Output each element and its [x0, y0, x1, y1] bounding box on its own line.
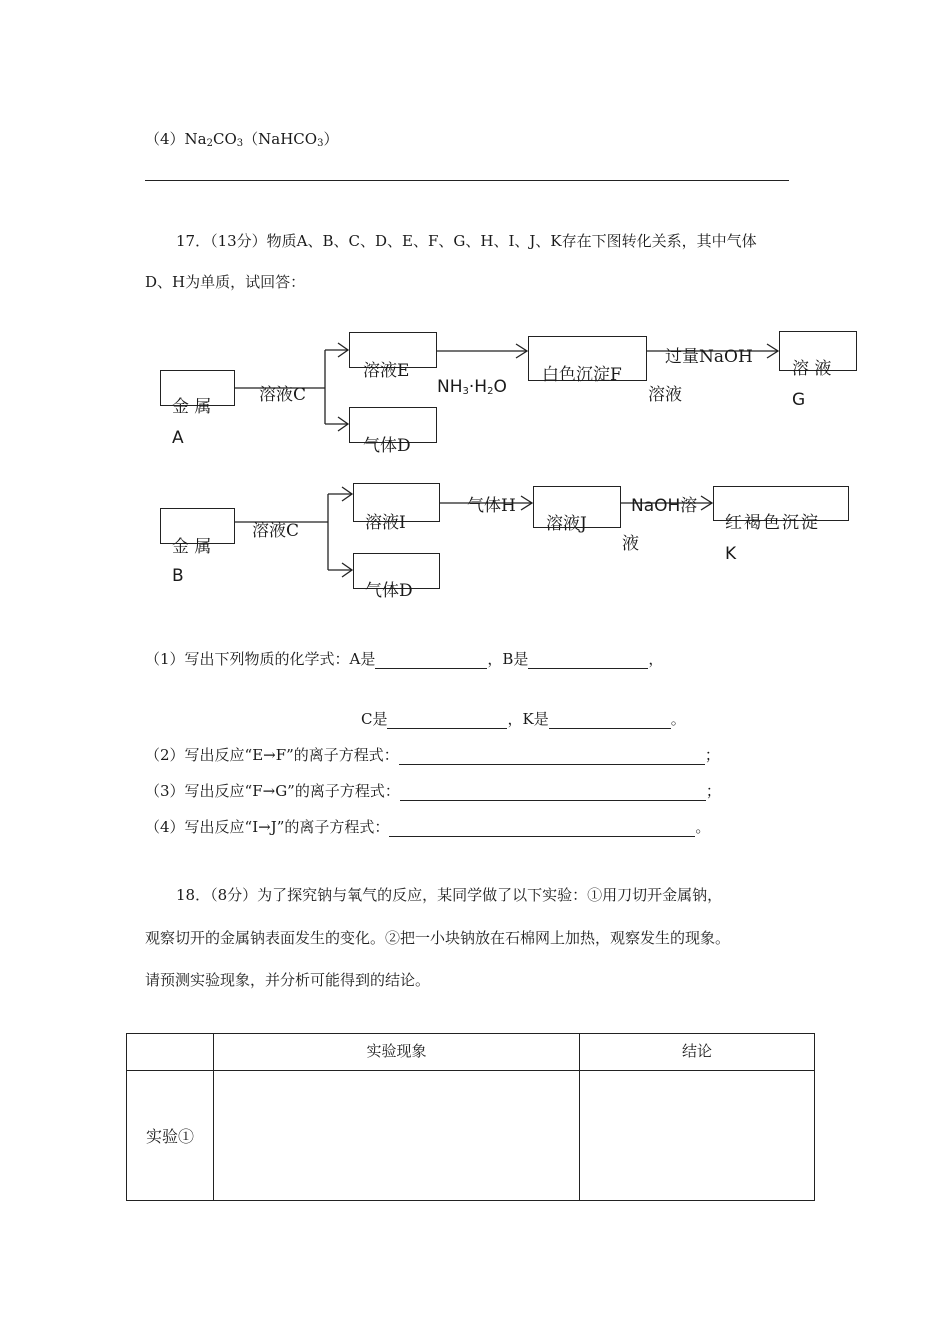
row-label-experiment-1: 实验① [127, 1071, 214, 1201]
answer-blank-c[interactable] [387, 712, 507, 729]
nh3-text: NH [437, 377, 463, 397]
precipitate-f-text: 白色沉淀F [542, 365, 622, 385]
q16-text: （4）Na [145, 130, 207, 148]
phenomenon-cell[interactable] [214, 1071, 580, 1201]
naoh-label-2: 液 [622, 534, 639, 554]
q16-text: ） [323, 130, 339, 148]
q1-text: 。 [670, 710, 686, 728]
q16-text: CO [213, 130, 237, 148]
q1-text: ， [648, 650, 664, 668]
solution-g-text: 溶 液 [792, 359, 832, 379]
gas-d-text: 气体D [363, 436, 411, 456]
q4-text: （4）写出反应“I→J”的离子方程式： [145, 818, 390, 836]
answer-blank-ef[interactable] [399, 748, 705, 765]
q16-text: （NaHCO [243, 130, 318, 148]
gas-h-label: 气体H [467, 496, 516, 516]
gas-d-text-2: 气体D [365, 581, 413, 601]
q3-text: ； [705, 782, 721, 800]
nh3-text: O [493, 377, 507, 397]
excess-naoh-label-2: 溶液 [648, 385, 682, 405]
header-phenomenon: 实验现象 [214, 1034, 580, 1071]
excess-naoh-label: 过量NaOH [665, 347, 753, 367]
metal-a-label: A [172, 428, 184, 448]
solution-e-text: 溶液E [363, 361, 410, 381]
nh3-text: ·H [468, 377, 488, 397]
naoh-label: NaOH溶 [631, 496, 698, 516]
reagent-c-label-2: 溶液C [252, 521, 300, 541]
nh3-sub: 2 [487, 386, 494, 397]
solution-j-text: 溶液J [546, 514, 587, 534]
q4-line [145, 816, 710, 837]
metal-b-text: 金 属 [172, 537, 212, 557]
nh3-sub: 3 [462, 386, 469, 397]
q2-text: （2）写出反应“E→F”的离子方程式： [145, 746, 399, 764]
reagent-c-text: 溶液C [259, 385, 307, 405]
table-header-row [127, 1034, 815, 1071]
metal-b-label: B [172, 566, 184, 586]
reaction-diagram [0, 0, 950, 640]
q18-line3: 请预测实验现象，并分析可能得到的结论。 [145, 971, 431, 989]
q1-line-a [145, 648, 663, 669]
q2-line [145, 744, 720, 765]
q17-line1: 17．（13分）物质A、B、C、D、E、F、G、H、I、J、K存在下图转化关系，其中气体 [176, 232, 757, 250]
q17-line2: D、H为单质，试回答： [145, 273, 306, 291]
reagent-c-label [259, 380, 306, 405]
q3-text: （3）写出反应“F→G”的离子方程式： [145, 782, 400, 800]
q16-sub: 3 [236, 138, 244, 149]
answer-blank-fg[interactable] [400, 784, 706, 801]
table-corner-cell [127, 1034, 214, 1071]
precipitate-k-label: K [725, 544, 737, 564]
conclusion-cell[interactable] [580, 1071, 815, 1201]
answer-blank-a[interactable] [375, 652, 487, 669]
answer-blank-ij[interactable] [389, 820, 695, 837]
q1-text: ，K是 [507, 710, 549, 728]
header-conclusion: 结论 [580, 1034, 815, 1071]
q18-line1: 18．（8分）为了探究钠与氧气的反应，某同学做了以下实验：①用刀切开金属钠， [176, 886, 723, 904]
q1-text: ，B是 [487, 650, 529, 668]
q2-text: ； [704, 746, 720, 764]
answer-blank-b[interactable] [528, 652, 648, 669]
q3-line [145, 780, 721, 801]
q4-text: 。 [695, 818, 711, 836]
q16-sub: 3 [317, 138, 324, 149]
q16-sub: 2 [206, 138, 213, 149]
solution-i-text: 溶液I [365, 513, 406, 533]
nh3-h2o-label [437, 377, 507, 397]
metal-a-text: 金 属 [172, 397, 212, 417]
experiment-table [126, 1033, 815, 1201]
q1-text: C是 [361, 710, 388, 728]
q1-line-b [361, 708, 686, 729]
q18-line2: 观察切开的金属钠表面发生的变化。②把一小块钠放在石棉网上加热，观察发生的现象。 [145, 929, 731, 947]
q1-text: （1）写出下列物质的化学式：A是 [145, 650, 376, 668]
answer-blank-k[interactable] [549, 712, 671, 729]
solution-g-label: G [792, 390, 806, 410]
precipitate-k-text: 红褐色沉淀 [725, 513, 820, 533]
table-row [127, 1071, 815, 1201]
